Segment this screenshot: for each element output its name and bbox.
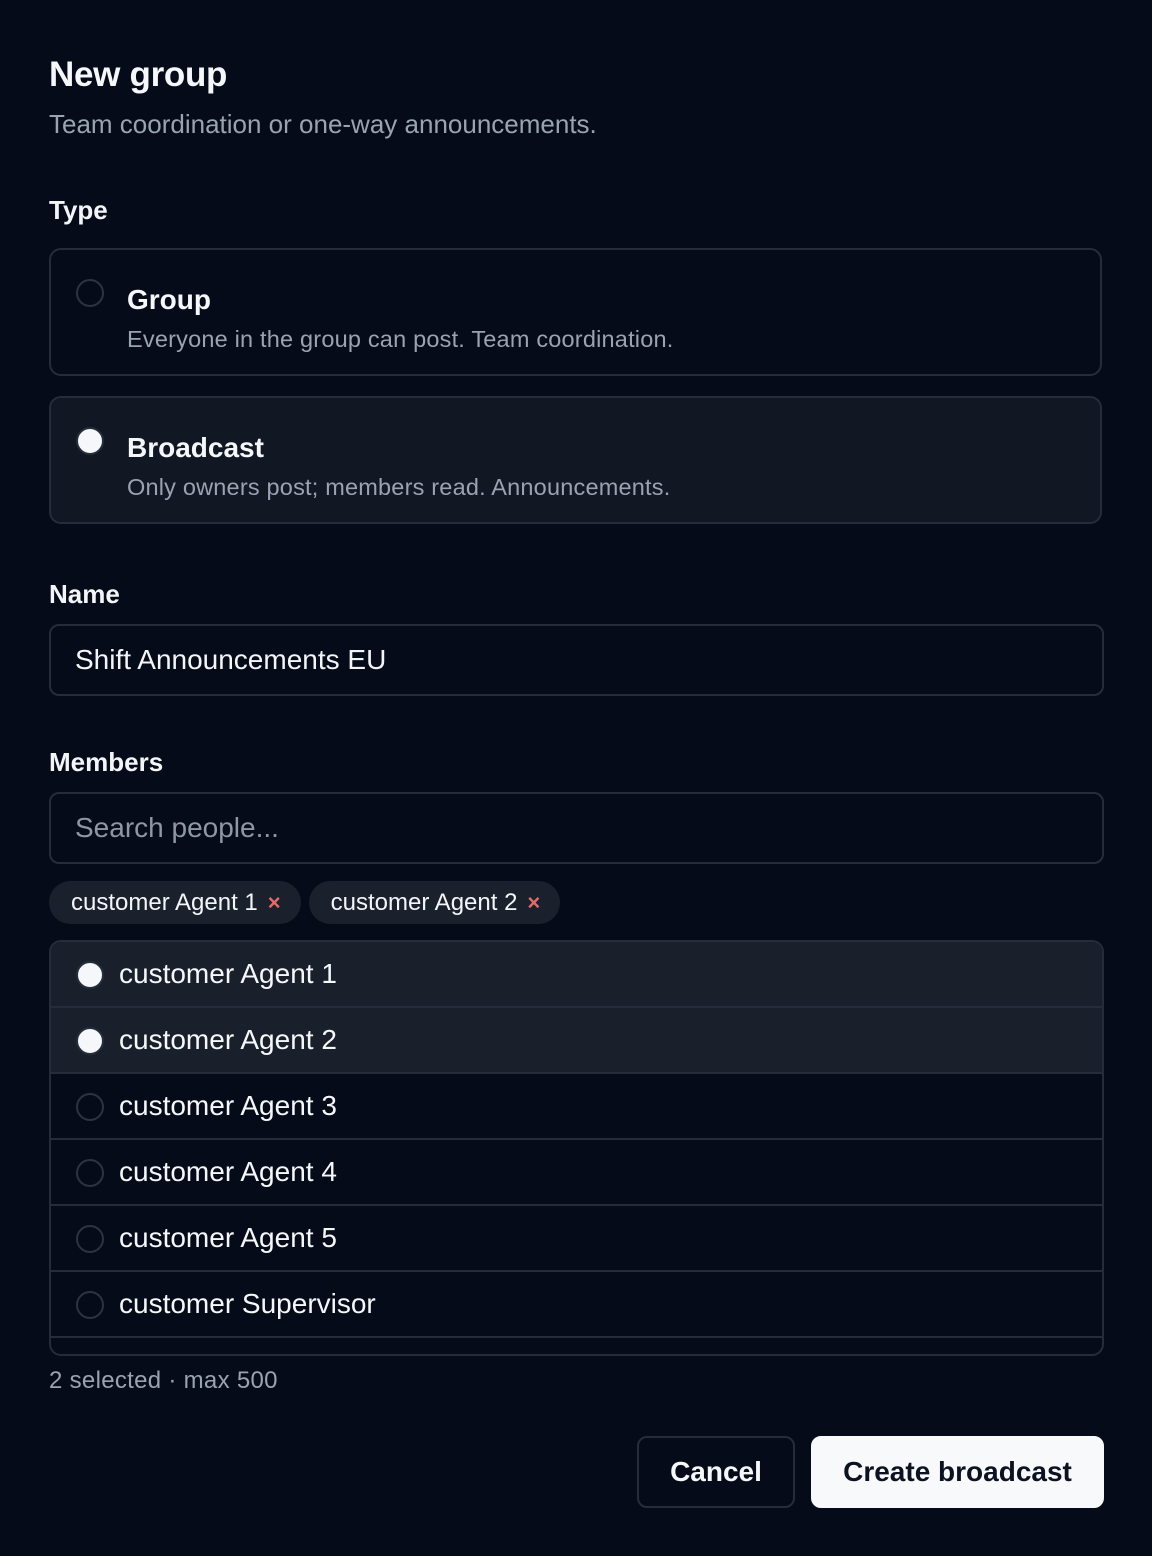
- type-option-title: Group: [127, 284, 211, 315]
- member-name: customer Agent 3: [119, 1090, 337, 1121]
- member-select-radio[interactable]: [76, 961, 104, 989]
- type-label: Type: [49, 195, 108, 225]
- member-select-radio[interactable]: [76, 1225, 104, 1253]
- member-row[interactable]: [51, 942, 1102, 1008]
- type-option-group[interactable]: [49, 248, 1102, 376]
- member-name: customer Agent 1: [119, 958, 337, 989]
- member-name: customer Supervisor: [119, 1288, 376, 1319]
- type-broadcast-radio[interactable]: [76, 427, 104, 455]
- member-search-input[interactable]: [49, 792, 1104, 864]
- member-chip: [309, 881, 561, 924]
- member-chip-label: customer Agent 1: [71, 888, 258, 916]
- member-row[interactable]: [51, 1272, 1102, 1338]
- member-row[interactable]: [51, 1140, 1102, 1206]
- member-name: customer Agent 2: [119, 1024, 337, 1055]
- member-chip: [49, 881, 301, 924]
- type-option-description: Only owners post; members read. Announcements.: [127, 474, 671, 500]
- type-option-description: Everyone in the group can post. Team coordination.: [127, 326, 674, 352]
- member-name: customer Agent 4: [119, 1156, 337, 1187]
- member-select-radio[interactable]: [76, 1159, 104, 1187]
- type-option-broadcast[interactable]: [49, 396, 1102, 524]
- selection-counter: 2 selected · max 500: [49, 1367, 278, 1394]
- member-row[interactable]: [51, 1206, 1102, 1272]
- dialog-title: New group: [49, 55, 228, 94]
- member-name: customer Agent 5: [119, 1222, 337, 1253]
- member-list[interactable]: [49, 940, 1104, 1356]
- member-select-radio[interactable]: [76, 1093, 104, 1121]
- dialog-subtitle: Team coordination or one-way announcements.: [49, 109, 597, 139]
- cancel-button[interactable]: Cancel: [637, 1436, 795, 1508]
- member-row[interactable]: [51, 1074, 1102, 1140]
- name-input[interactable]: [49, 624, 1104, 696]
- member-row[interactable]: [51, 1008, 1102, 1074]
- member-select-radio[interactable]: [76, 1027, 104, 1055]
- name-label: Name: [49, 579, 120, 609]
- create-broadcast-button[interactable]: Create broadcast: [811, 1436, 1104, 1508]
- selected-member-chips: [49, 881, 560, 924]
- type-option-title: Broadcast: [127, 432, 264, 463]
- member-chip-label: customer Agent 2: [330, 888, 518, 916]
- member-select-radio[interactable]: [76, 1291, 104, 1319]
- members-label: Members: [49, 747, 164, 777]
- close-icon[interactable]: ×: [267, 889, 281, 915]
- close-icon[interactable]: ×: [527, 889, 541, 915]
- type-group-radio[interactable]: [76, 279, 104, 307]
